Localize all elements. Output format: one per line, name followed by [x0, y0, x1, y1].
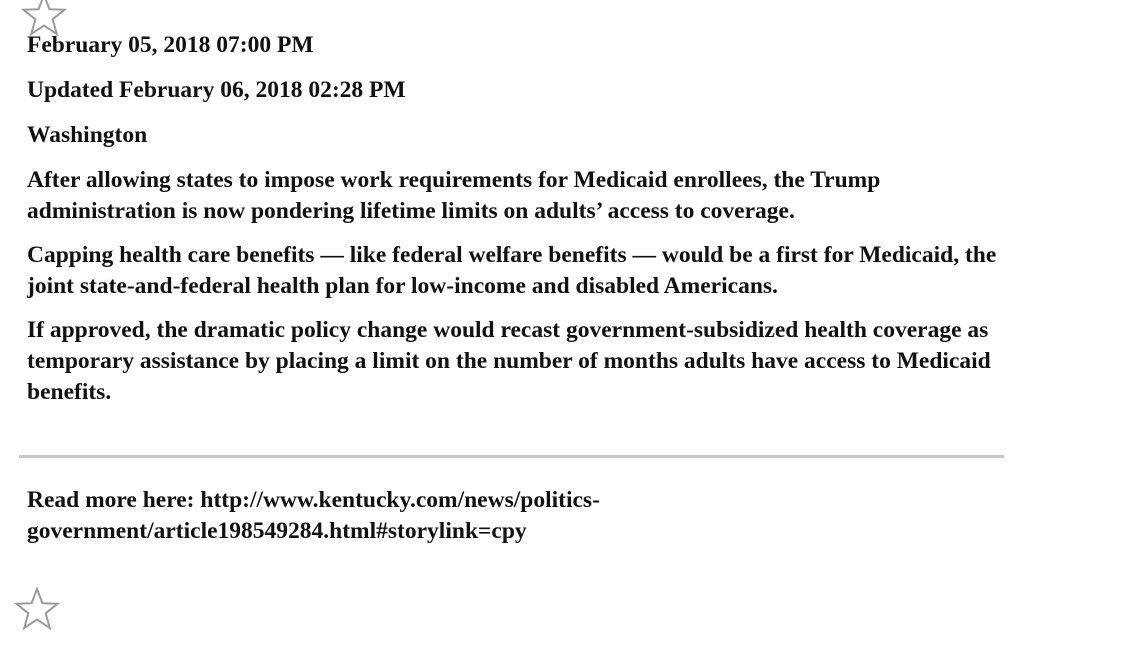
star-outline-icon[interactable]	[13, 586, 61, 632]
read-more-line: government/article198549284.html#storylink=cpy	[27, 518, 527, 544]
dateline: Washington	[27, 122, 148, 148]
read-more-link[interactable]	[27, 485, 927, 547]
divider	[19, 455, 1004, 458]
read-more-line: Read more here: http://www.kentucky.com/news/politics-	[27, 487, 600, 513]
article-body	[27, 30, 1027, 421]
article-paragraph: If approved, the dramatic policy change would recast government-subsidized health coverage as temporary assistance by placing a limit on the number of months adults have access to Medicaid benefits.	[27, 317, 991, 405]
updated-date: Updated February 06, 2018 02:28 PM	[27, 77, 406, 103]
publish-date: February 05, 2018 07:00 PM	[27, 32, 314, 58]
article-paragraph: After allowing states to impose work requirements for Medicaid enrollees, the Trump administration is now pondering lifetime limits on adults’ access to coverage.	[27, 167, 881, 224]
article-paragraph: Capping health care benefits — like federal welfare benefits — would be a first for Medicaid, the joint state-and-federal health plan for low-income and disabled Americans.	[27, 242, 997, 299]
